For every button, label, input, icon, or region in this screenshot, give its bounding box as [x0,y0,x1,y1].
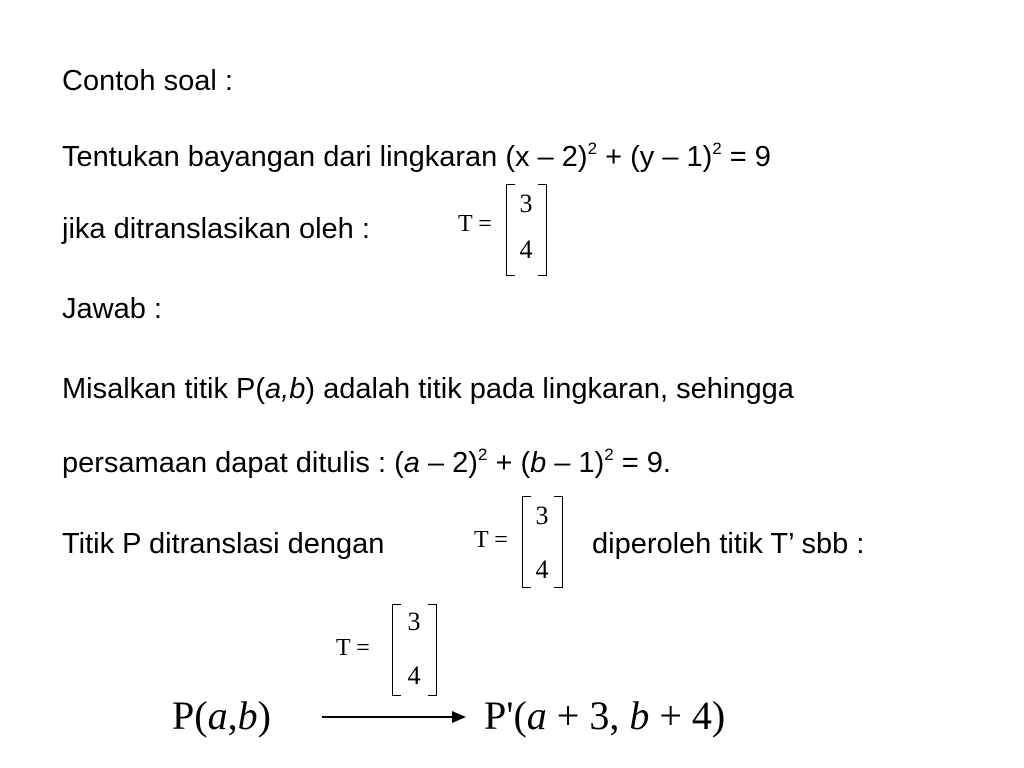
solution-line-2 [62,446,671,480]
problem-statement-line [62,140,771,174]
point-label: P( [172,693,208,738]
solution-line-3-end [592,527,864,561]
paren: ) [257,693,271,738]
solution-text: = 9. [613,447,671,479]
mapping-arrow-line [322,716,454,718]
solution-text: diperoleh titik T’ sbb : [592,528,865,560]
translation-statement-line [62,212,370,246]
solution-text: Misalkan titik P( [62,373,266,405]
variable-b: b [530,447,547,479]
translation-text: jika ditranslasikan oleh : [62,213,370,245]
exponent: 2 [604,445,614,464]
variable-b: b [629,693,650,738]
solution-text: persamaan dapat ditulis : ( [62,447,404,479]
variable-a: a [526,693,547,738]
right-bracket [428,604,437,696]
left-bracket [522,496,531,588]
heading: Contoh soal : [62,65,233,97]
solution-text: – 2) [419,447,478,479]
left-bracket [392,604,401,696]
image-point [484,694,725,738]
solution-text: – 1) [546,447,605,479]
comma: , [227,693,238,738]
variable-a: a [403,447,420,479]
answer-label: Jawab : [62,293,162,325]
variable-b: b [237,693,258,738]
solution-text: ) adalah titik pada lingkaran, sehingga [305,373,794,405]
vector-bottom: 4 [535,555,549,584]
vector-bottom: 4 [519,235,533,264]
problem-text-part: Tentukan bayangan dari lingkaran (x – 2) [62,141,588,173]
variable-a: a [207,693,228,738]
point-label: P'( [484,693,527,738]
expression-part: + 4) [649,693,726,738]
exponent: 2 [477,445,488,464]
solution-text: Titik P ditranslasi dengan [62,528,385,560]
vector-label: T = [336,635,370,661]
vector-bottom: 4 [407,661,421,690]
left-bracket [506,184,515,276]
exponent: 2 [712,139,722,158]
vector-label: T = [458,211,492,237]
variable-ab: a,b [265,373,306,405]
source-point [172,694,271,738]
problem-text-part: + (y – 1) [597,141,713,173]
vector-top: 3 [407,607,421,636]
solution-text: + ( [487,447,531,479]
problem-text-part: = 9 [721,141,771,173]
solution-line-3 [62,527,384,561]
vector-top: 3 [535,501,549,530]
vector-top: 3 [519,189,533,218]
exponent: 2 [587,139,598,158]
solution-line-1 [62,372,794,406]
vector-label: T = [474,527,508,553]
expression-part: + 3, [546,693,630,738]
right-bracket [554,496,563,588]
arrow-right-icon [452,711,466,723]
right-bracket [538,184,547,276]
